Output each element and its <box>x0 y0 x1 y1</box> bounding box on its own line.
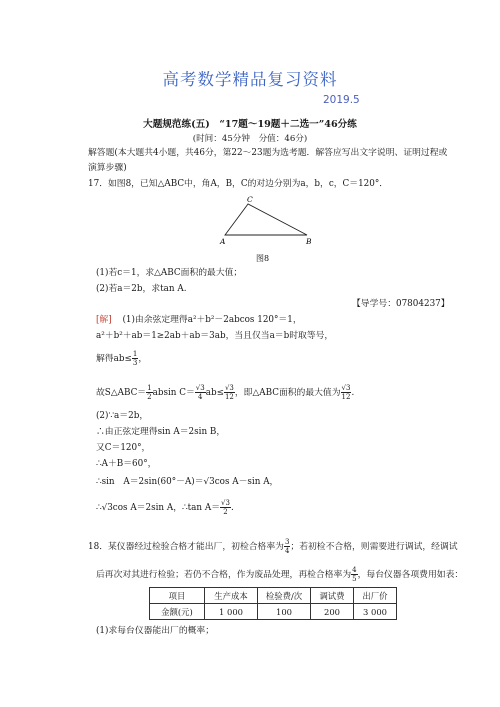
fraction: $\frac{√3}{12}$ <box>341 384 351 401</box>
vertex-label-a: A <box>220 237 226 246</box>
section-subtitle: (时间：45分钟 分值：46分) <box>192 134 308 144</box>
table-cell: 1 000 <box>205 604 258 620</box>
solution-line-8: ∴A＋B＝60°， <box>96 459 157 469</box>
q17-part-2: (2)若a＝2b，求tan A. <box>96 284 187 294</box>
cost-table <box>149 587 397 620</box>
q17-part-1: (1)若c＝1，求△ABC面积的最大值； <box>96 268 243 278</box>
q18-line-2: 后再次对其进行检验；若仍不合格，作为废品处理，再检合格率为 $\frac{4}{5}$ ，每台仪器各项费用如表： <box>96 566 464 583</box>
reference-number: 【导学号：07804237】 <box>352 299 450 309</box>
table-header-cell: 调试费 <box>311 588 354 604</box>
instructions-line-2: 演算步骤) <box>88 163 127 173</box>
solution-line-7: 又C＝120°， <box>96 443 151 453</box>
fraction: $\frac{4}{5}$ <box>352 566 357 583</box>
q17-stem: 17．如图8，已知△ABC中，角A，B，C的对边分别为a，b，c，C＝120°． <box>88 179 389 189</box>
solution-line-2: a²＋b²＋ab＝1≥2ab＋ab＝3ab，当且仅当a＝b时取等号， <box>96 331 334 341</box>
table-cell: 3 000 <box>354 604 397 620</box>
solution-line-6: ∴由正弦定理得sin A＝2sin B， <box>96 427 226 437</box>
solution-line-5: (2)∵a＝2b， <box>96 411 149 421</box>
figure-caption: 图8 <box>256 254 270 263</box>
instructions-line-1: 解答题(本大题共4小题，共46分，第22～23题为选考题．解答应写出文字说明、证明过程或 <box>88 148 448 158</box>
solution-line-1: [解] (1)由余弦定理得a²＋b²－2abcos 120°＝1， <box>96 315 302 325</box>
table-header-cell: 项目 <box>150 588 205 604</box>
triangle-figure <box>210 194 325 250</box>
solution-line-3: 解得ab≤ $\frac{1}{3}$ ， <box>96 350 148 367</box>
table-cell: 金额(元) <box>150 604 205 620</box>
solution-line-9: ∴sin A＝2sin(60°－A)＝√3cos A－sin A， <box>96 477 279 487</box>
table-header-cell: 检验费/次 <box>258 588 311 604</box>
fraction: $\frac{√3}{2}$ <box>221 499 230 516</box>
fraction: $\frac{1}{2}$ <box>147 384 152 401</box>
solution-tag: [解] <box>96 315 112 325</box>
q18-part-1: (1)求每台仪器能出厂的概率； <box>96 626 215 636</box>
solution-line-4: 故S△ABC＝ $\frac{1}{2}$ absin C＝ $\frac{√3}{4}$ ab≤ $\frac{√3}{12}$ ，即△ABC面积的最大值为 $\frac{√3}{12}$ . <box>96 384 355 401</box>
table-header-cell: 出厂价 <box>354 588 397 604</box>
table-cell: 100 <box>258 604 311 620</box>
table-header-cell: 生产成本 <box>205 588 258 604</box>
solution-line-10: ∴√3cos A＝2sin A，∴tan A＝ $\frac{√3}{2}$ . <box>96 499 234 516</box>
fraction: $\frac{√3}{4}$ <box>195 384 205 401</box>
table-cell: 200 <box>311 604 354 620</box>
table-row <box>150 604 397 620</box>
vertex-label-c: C <box>247 195 253 204</box>
table-header-row <box>150 588 397 604</box>
triangle-abc <box>225 204 307 235</box>
section-title: 大题规范练(五) “17题～19题＋二选一”46分练 <box>143 119 357 130</box>
fraction: $\frac{1}{3}$ <box>132 350 138 367</box>
doc-date: 2019.5 <box>323 94 360 106</box>
doc-banner: 高考数学精品复习资料 <box>162 70 338 89</box>
fraction: $\frac{3}{4}$ <box>284 538 290 555</box>
q18-line-1: 18．某仪器经过检验合格才能出厂，初检合格率为 $\frac{3}{4}$ ；若初检不合格，则需要进行调试，经调试 <box>88 538 458 555</box>
vertex-label-b: B <box>306 237 312 246</box>
fraction: $\frac{√3}{12}$ <box>224 384 234 401</box>
